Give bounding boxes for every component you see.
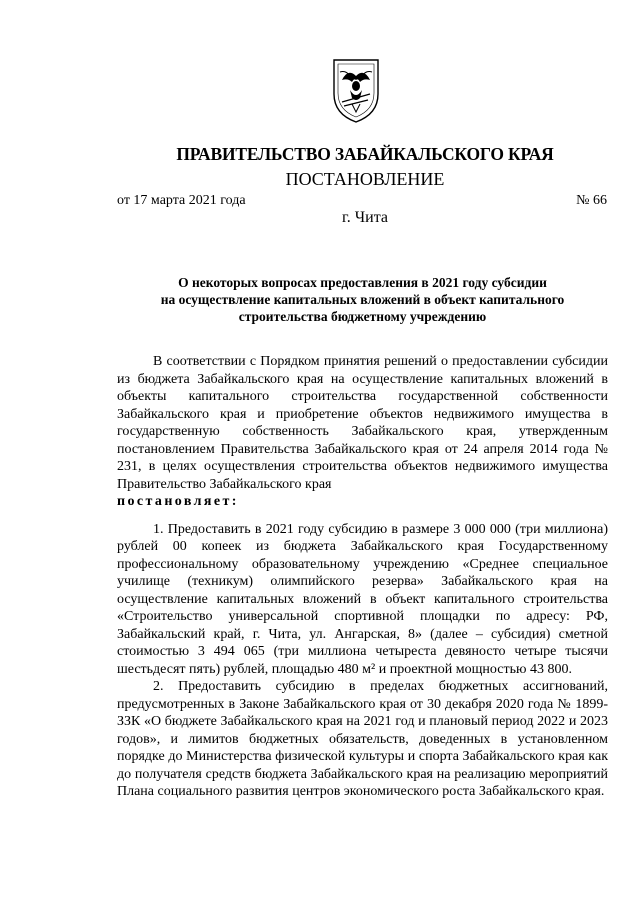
document-body [117,353,608,801]
heading-line: строительства бюджетному учреждению [238,309,487,324]
item-paragraph-2: 2. Предоставить субсидию в пределах бюджетных ассигнований, предусмотренных в Законе Забайкальского края от 30 декабря 2020 года № 1899-ЗЗК «О бюджете Забайкальского края на 2021 год и плановый период 2022 и 2023 годов», и лимитов бюджетных обязательств, доведенных в установленном порядке до Министерства физической культуры и спорта Забайкальского края как до получателя средств бюджета Забайкальского края на реализацию мероприятий Плана социального развития центров экономического роста Забайкальского края. [117,679,608,799]
document-type: ПОСТАНОВЛЕНИЕ [285,169,445,189]
preamble-paragraph: В соответствии с Порядком принятия решений о предоставлении субсидии из бюджета Забайкальского края на осуществление капитальных вложений в объекты капитального строительства государственной собственности Забайкальского края и приобретение объектов недвижимого имущества в государственную собственность Забайкальского края, утвержденным постановлением Правительства Забайкальского края от 24 апреля 2014 года № 231, в целях осуществления строительства объектов недвижимого имущества Правительство Забайкальского края [117,354,608,492]
document-date: от 17 марта 2021 года [117,193,246,208]
coat-of-arms-emblem [328,56,384,126]
document-number: № 66 [576,193,607,208]
heading-line: О некоторых вопросах предоставления в 2021 году субсидии [178,275,547,290]
item-paragraph-1: 1. Предоставить в 2021 году субсидию в размере 3 000 000 (три миллиона) рублей 00 копеек из бюджета Забайкальского края Государственному профессиональному образовательному учреждению «Среднее специальное училище (техникум) олимпийского резерва» Забайкальского края на осуществление капитальных вложений в объект капитального строительства «Строительство универсальной спортивной площадки по адресу: РФ, Забайкальский край, г. Чита, ул. Ангарская, 8» (далее – субсидия) сметной стоимостью 3 494 065 (три миллиона четыреста девяносто четыре тысячи шестьдесят пять) рублей, площадью 480 м² и проектной мощностью 43 800. [117,521,608,677]
document-city: г. Чита [341,209,388,226]
heading-line: на осуществление капитальных вложений в объект капитального [160,292,565,307]
resolve-word: постановляет: [117,494,239,509]
government-name: ПРАВИТЕЛЬСТВО ЗАБАЙКАЛЬСКОГО КРАЯ [176,144,554,164]
document-heading [117,274,608,325]
